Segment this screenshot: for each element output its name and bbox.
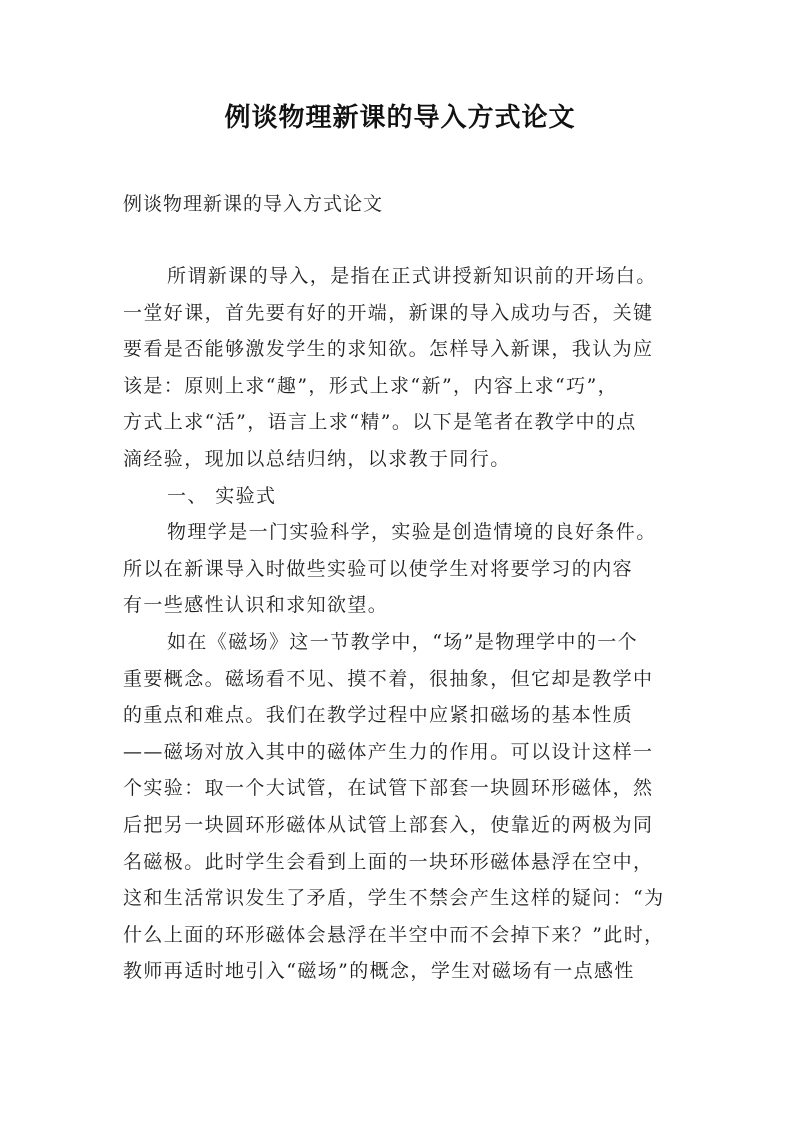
section-heading: 一、 实验式 (167, 484, 277, 507)
paragraph-line: 该是：原则上求“趣”，形式上求“新”，内容上求“巧”， (123, 374, 619, 397)
paragraph-line: 这和生活常识发生了矛盾，学生不禁会产生这样的疑问：“为 (123, 887, 665, 910)
paragraph-line: 什么上面的环形磁体会悬浮在半空中而不会掉下来？”此时， (123, 923, 665, 946)
paragraph-line: 一堂好课，首先要有好的开端，新课的导入成功与否，关键 (123, 301, 654, 324)
document-body (123, 258, 693, 990)
paragraph-line: 名磁极。此时学生会看到上面的一块环形磁体悬浮在空中， (123, 850, 654, 873)
paragraph-line: 要看是否能够激发学生的求知欲。怎样导入新课，我认为应 (123, 338, 654, 361)
paragraph-line: 后把另一块圆环形磁体从试管上部套入，使靠近的两极为同 (123, 813, 654, 836)
paragraph-line: ——磁场对放入其中的磁体产生力的作用。可以设计这样一 (123, 740, 654, 763)
paragraph-line: 有一些感性认识和求知欲望。 (123, 594, 389, 617)
document-subtitle: 例谈物理新课的导入方式论文 (123, 193, 384, 215)
paragraph-line: 教师再适时地引入“磁场”的概念，学生对磁场有一点感性 (123, 960, 635, 983)
paragraph-line: 个实验：取一个大试管，在试管下部套一块圆环形磁体，然 (123, 777, 654, 800)
paragraph-line: 滴经验，现加以总结归纳，以求教于同行。 (123, 447, 511, 470)
paragraph-line: 的重点和难点。我们在教学过程中应紧扣磁场的基本性质 (123, 704, 634, 727)
paragraph-line: 重要概念。磁场看不见、摸不着，很抽象，但它却是教学中 (123, 667, 654, 690)
document-title: 例谈物理新课的导入方式论文 (224, 103, 576, 133)
paragraph-line: 所谓新课的导入，是指在正式讲授新知识前的开场白。 (167, 265, 657, 287)
paragraph-line: 所以在新课导入时做些实验可以使学生对将要学习的内容 (123, 557, 634, 580)
paragraph-line: 如在《磁场》这一节教学中，“场”是物理学中的一个 (167, 630, 639, 653)
paragraph-line: 物理学是一门实验科学，实验是创造情境的良好条件。 (167, 521, 657, 544)
paragraph-line: 方式上求“活”，语言上求“精”。以下是笔者在教学中的点 (123, 411, 637, 434)
